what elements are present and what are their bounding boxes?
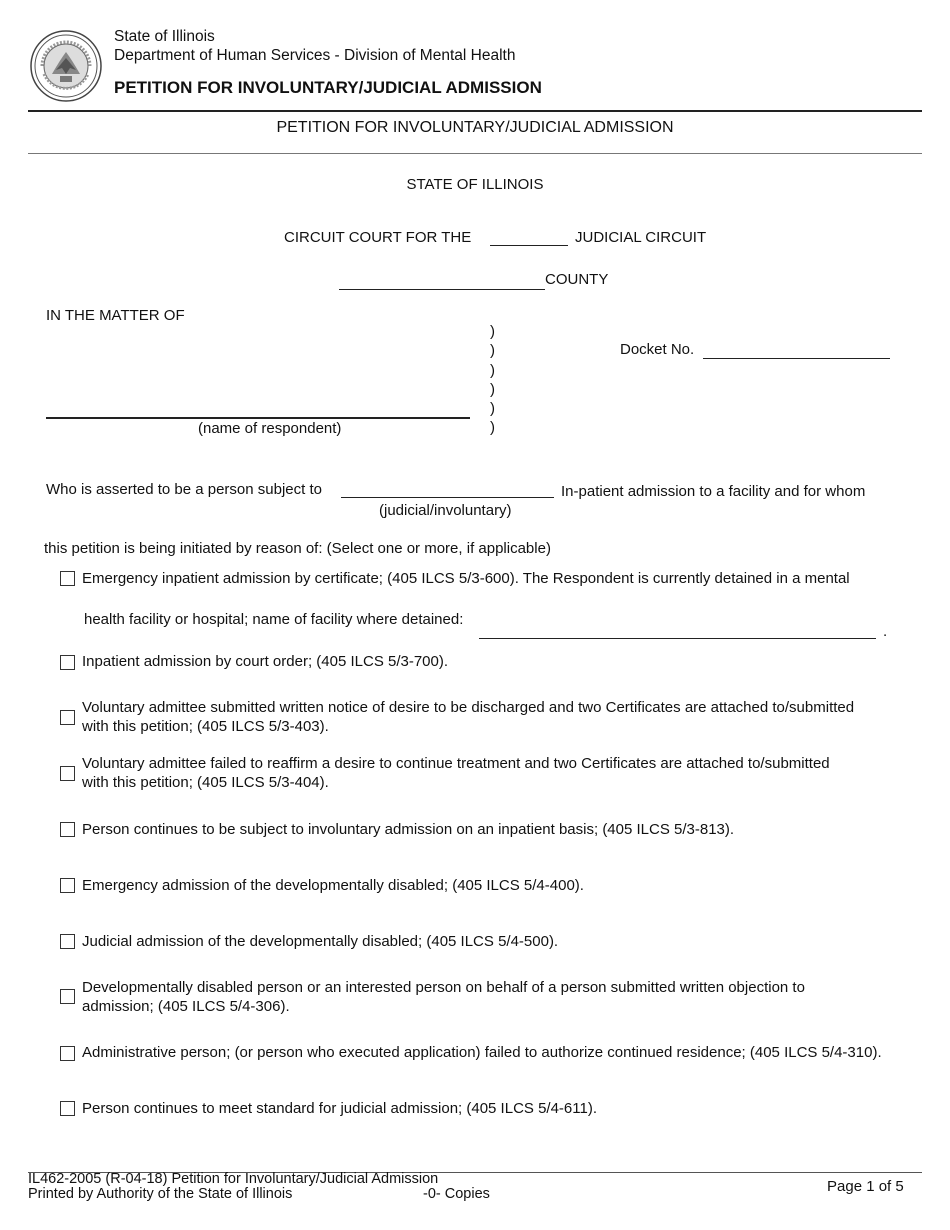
docket-label: Docket No. [620, 341, 695, 358]
state-seal-logo [30, 30, 102, 102]
facility-label: health facility or hospital; name of facility where detained: [84, 611, 464, 628]
respondent-caption: (name of respondent) [198, 420, 342, 437]
county-label: COUNTY [545, 271, 609, 288]
footer-form-id: IL462-2005 (R-04-18) Petition for Involuntary/Judicial Admission [28, 1171, 439, 1187]
page-title: PETITION FOR INVOLUNTARY/JUDICIAL ADMISSION [114, 78, 542, 97]
option-label: Judicial admission of the developmentally disabled; (405 ILCS 5/4-500). [82, 933, 559, 950]
option-checkbox[interactable] [60, 1101, 75, 1116]
circuit-court-label: CIRCUIT COURT FOR THE [284, 229, 472, 246]
state-name: State of Illinois [114, 28, 215, 45]
facility-name-field[interactable] [479, 638, 876, 639]
option-label: Emergency inpatient admission by certificate; (405 ILCS 5/3-600). The Respondent is currently detained in a mental [82, 570, 850, 587]
option-checkbox[interactable] [60, 766, 75, 781]
option-label: Inpatient admission by court order; (405 ILCS 5/3-700). [82, 653, 449, 670]
option-checkbox[interactable] [60, 571, 75, 586]
docket-number-field[interactable] [703, 358, 890, 359]
circuit-number-field[interactable] [490, 245, 568, 246]
option-label: Voluntary admittee failed to reaffirm a desire to continue treatment and two Certificates are attached to/submitted with this petition; (405 ILCS 5/3-404). [82, 755, 830, 791]
option-checkbox[interactable] [60, 655, 75, 670]
footer-printed-by: Printed by Authority of the State of Illinois [28, 1186, 293, 1202]
option-checkbox[interactable] [60, 1046, 75, 1061]
caption-parentheses: ) ) ) ) ) ) [490, 323, 495, 437]
reason-intro: this petition is being initiated by reason of: (Select one or more, if applicable) [44, 540, 551, 557]
option-label: Emergency admission of the developmentally disabled; (405 ILCS 5/4-400). [82, 877, 584, 894]
county-field[interactable] [339, 289, 545, 290]
state-heading: STATE OF ILLINOIS [406, 176, 544, 193]
option-checkbox[interactable] [60, 822, 75, 837]
form-subtitle: PETITION FOR INVOLUNTARY/JUDICIAL ADMISSION [276, 119, 674, 136]
matter-label: IN THE MATTER OF [46, 307, 185, 324]
facility-period: . [883, 623, 888, 640]
admission-type-field[interactable] [341, 497, 554, 498]
option-checkbox[interactable] [60, 934, 75, 949]
option-label: Voluntary admittee submitted written notice of desire to be discharged and two Certificates are attached to/submitted with this petition; (405 ILCS 5/3-403). [82, 699, 855, 735]
option-label: Person continues to be subject to involuntary admission on an inpatient basis; (405 ILCS 5/3-813). [82, 821, 735, 838]
department-name: Department of Human Services - Division of Mental Health [114, 47, 516, 64]
option-label: Person continues to meet standard for judicial admission; (405 ILCS 5/4-611). [82, 1100, 597, 1117]
option-checkbox[interactable] [60, 989, 75, 1004]
judicial-circuit-label: JUDICIAL CIRCUIT [575, 229, 707, 246]
subtitle-divider [28, 153, 922, 154]
asserted-suffix: In-patient admission to a facility and for whom [561, 483, 866, 500]
option-label: Developmentally disabled person or an interested person on behalf of a person submitted written objection to admission; (405 ILCS 5/4-306). [82, 979, 805, 1015]
page-number: Page 1 of 5 [827, 1178, 904, 1195]
header-divider [28, 110, 922, 112]
footer-copies: -0- Copies [423, 1186, 490, 1202]
admission-type-caption: (judicial/involuntary) [379, 502, 512, 519]
option-checkbox[interactable] [60, 878, 75, 893]
option-checkbox[interactable] [60, 710, 75, 725]
asserted-prefix: Who is asserted to be a person subject to [46, 481, 322, 498]
option-label: Administrative person; (or person who executed application) failed to authorize continued residence; (405 ILCS 5/4-310). [82, 1044, 882, 1061]
respondent-name-field[interactable] [46, 417, 470, 419]
